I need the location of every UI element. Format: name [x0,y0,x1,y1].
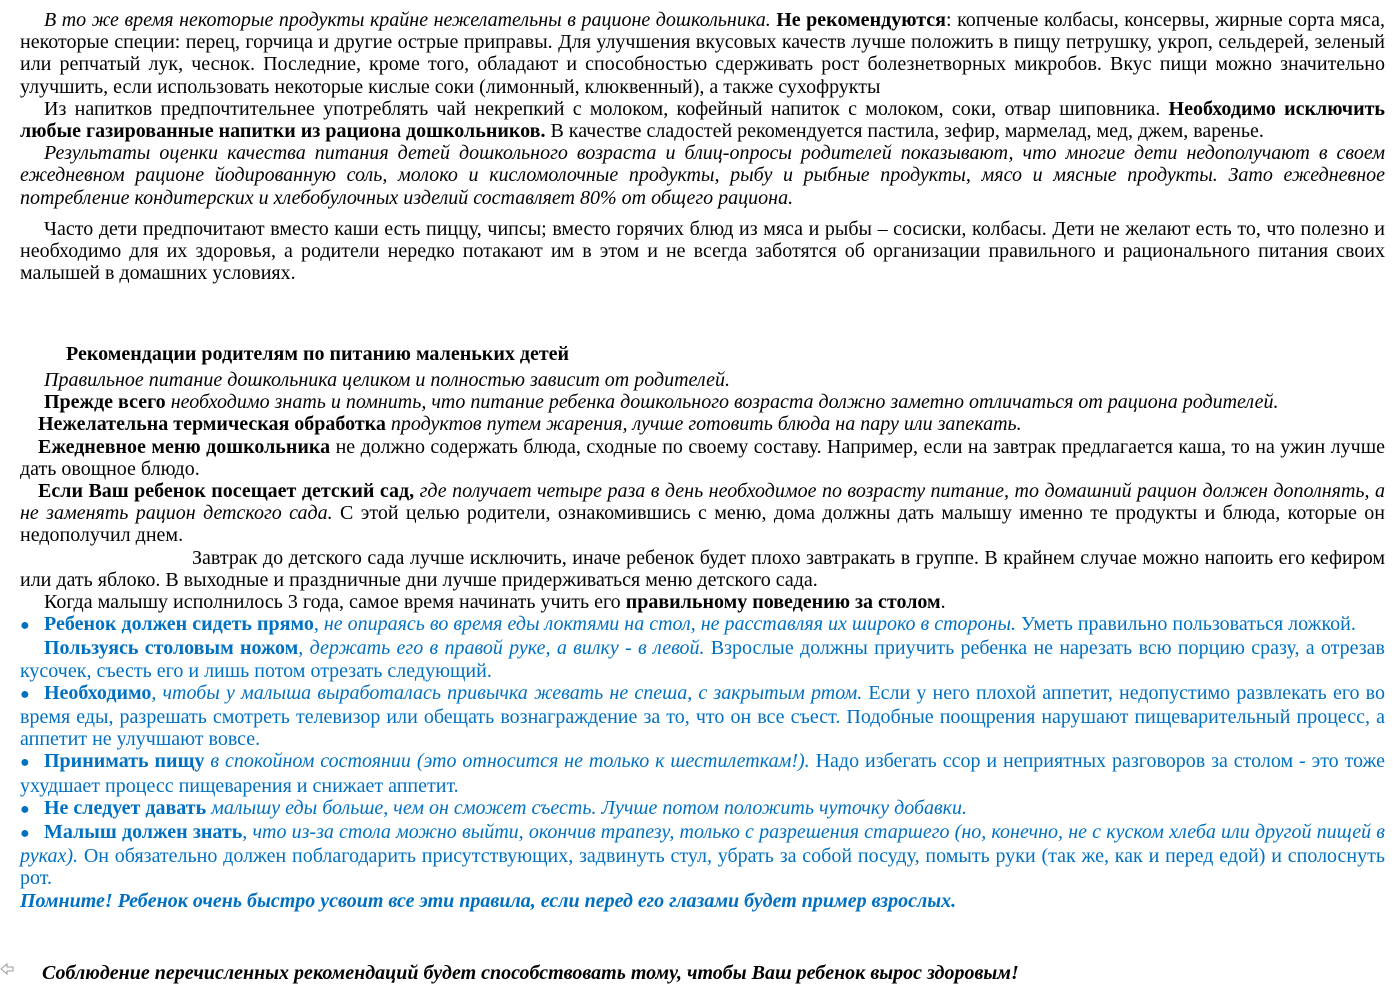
bullet-sit-straight: ● Ребенок должен сидеть прямо, не опираясь во время еды локтями на стол, не расставляя их широко в стороны. Уметь правильно пользоваться ложкой. [20,613,1385,637]
bullet-icon: ● [20,800,30,818]
bullet-icon: ● [20,617,30,635]
bullet-portion: ● Не следует давать малышу еды больше, чем он сможет съесть. Лучше потом положить чуточку добавки. [20,797,1385,821]
rec-kindergarten: Если Ваш ребенок посещает детский сад, где получает четыре раза в день необходимое по возрасту питание, то домашний рацион должен дополнять, а не заменять рацион детского сада. С этой целью родители, ознакомившись с меню, дома должны дать малышу именно те продукты и блюда, которые он недополучил днем. [20,480,1385,547]
bullet-chew: ● Необходимо, чтобы у малыша выработалась привычка жевать не спеша, с закрытым ртом. Если у него плохой аппетит, недопустимо развлекать его во время еды, разрешать смотреть телевизор или обещать вознаграждение за то, что он все съест. Подобные поощрения нарушают пищеварительный процесс, а аппетит не улучшают вовсе. [20,681,1385,751]
back-arrow-icon[interactable] [0,962,14,976]
rec-breakfast: Завтрак до детского сада лучше исключить, иначе ребенок будет плохо завтракать в группе. В крайнем случае можно напоить его кефиром или дать яблоко. В выходные и праздничные дни лучше придерживаться меню детского сада. [20,546,1385,591]
bullet-icon: ● [20,754,30,772]
paragraph-preferences: Часто дети предпочитают вместо каши есть пиццу, чипсы; вместо горячих блюд из мяса и рыбы – сосиски, колбасы. Дети не желают есть то, что полезно и необходимо для их здоровья, а родители нередко потакают им в этом и не всегда заботятся об организации правильного и рационального питания своих малышей в домашних условиях. [20,217,1385,285]
closing-statement: Соблюдение перечисленных рекомендаций будет способствовать тому, чтобы Ваш ребенок вырос здоровым! [42,962,1019,984]
rec-first-of-all: Прежде всего необходимо знать и помнить, что питание ребенка дошкольного возраста должно заметно отличаться от рациона родителей. [44,391,1279,414]
rec-heat-treatment: Нежелательна термическая обработка продуктов путем жарения, лучше готовить блюда на пару или запекать. [38,413,1022,436]
bullet-icon: ● [20,685,30,703]
bullet-calm: ● Принимать пищу в спокойном состоянии (это относится не только к шестилеткам!). Надо избегать ссор и неприятных разговоров за столом - это тоже ухудшает процесс пищеварения и снижает аппетит. [20,750,1385,797]
rec-parents: Правильное питание дошкольника целиком и полностью зависит от родителей. [44,369,731,391]
rec-table-manners-intro: Когда малышу исполнилось 3 года, самое время начинать учить его правильному поведению за столом. [44,591,946,614]
recommendations-section [20,369,1385,912]
bullet-knife: Пользуясь столовым ножом, держать его в правой руке, а вилку - в левой. Взрослые должны приучить ребенка не нарезать всю порцию сразу, а отрезав кусочек, съесть его и лишь потом отрезать следующий. [20,637,1385,682]
paragraph-restrictions: В то же время некоторые продукты крайне нежелательны в рационе дошкольника. Не рекомендуются: копченые колбасы, консервы, жирные сорта мяса, некоторые специи: перец, горчица и другие острые приправы. Для улучшения вкусовых качеств лучше положить в пищу петрушку, укроп, сельдерей, зеленый или репчатый лук, чеснок. Последние, кроме того, обладают и способностью сдерживать рост болезнетворных микробов. Вкус пищи можно значительно улучшить, если использовать некоторые кислые соки (лимонный, клюквенный), а также сухофрукты [20,9,1385,98]
bullet-leave-table: ● Малыш должен знать, что из-за стола можно выйти, окончив трапезу, только с разрешения старшего (но, конечно, не с куском хлеба или другой пищей в руках). Он обязательно должен поблагодарить присутствующих, задвинуть стул, убрать за собой посуду, помыть руки (так же, как и перед едой) и сполоснуть рот. [20,821,1385,890]
bullet-icon: ● [20,825,30,843]
paragraph-survey: Результаты оценки качества питания детей дошкольного возраста и блиц-опросы родителей показывают, что многие дети недополучают в своем ежедневном рационе йодированную соль, молоко и кисломолочные продукты, рыбу и рыбные продукты, мясо и мясные продукты. Зато ежедневное потребление кондитерских и хлебобулочных изделий составляет 80% от общего рациона. [20,142,1385,209]
rec-daily-menu: Ежедневное меню дошкольника не должно содержать блюда, сходные по своему составу. Например, если на завтрак предлагается каша, то на ужин лучше дать овощное блюдо. [20,435,1385,480]
paragraph-drinks: Из напитков предпочтительнее употреблять чай некрепкий с молоком, кофейный напиток с молоком, соки, отвар шиповника. Необходимо исключить любые газированные напитки из рациона дошкольников. В качестве сладостей рекомендуется пастила, зефир, мармелад, мед, джем, варенье. [20,97,1386,143]
reminder-text: Помните! Ребенок очень быстро усвоит все эти правила, если перед его глазами будет пример взрослых. [20,889,957,912]
section-heading: Рекомендации родителям по питанию маленьких детей [66,343,570,365]
intro-section [20,9,1385,284]
